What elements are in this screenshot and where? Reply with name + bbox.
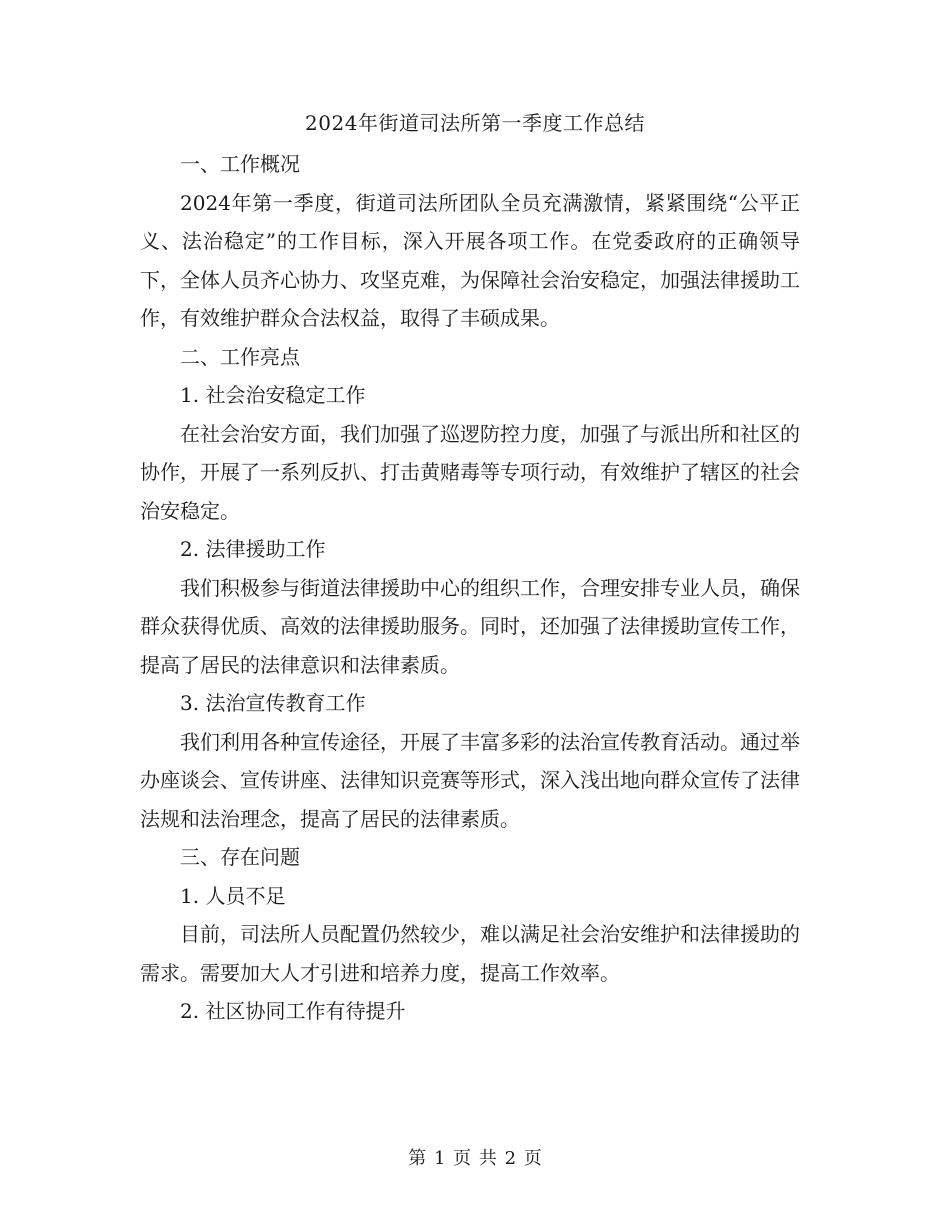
page-footer: 第 1 页 共 2 页: [408, 1148, 542, 1169]
section-heading-overview: 一、工作概况: [180, 152, 300, 176]
paragraph-public-security: 在社会治安方面，我们加强了巡逻防控力度，加强了与派出所和社区的协作，开展了一系列反扒、打击黄赌毒等专项行动，有效维护了辖区的社会治安稳定。: [140, 421, 800, 523]
section-heading-problems: 三、存在问题: [180, 845, 300, 869]
subheading-community-coordination: 2. 社区协同工作有待提升: [180, 999, 406, 1023]
paragraph-legal-education: 我们利用各种宣传途径，开展了丰富多彩的法治宣传教育活动。通过举办座谈会、宣传讲座、法律知识竞赛等形式，深入浅出地向群众宣传了法律法规和法治理念，提高了居民的法律素质。: [140, 729, 800, 831]
subheading-legal-education: 3. 法治宣传教育工作: [180, 691, 366, 715]
document-body: [140, 145, 800, 1031]
document-title: 2024年街道司法所第一季度工作总结: [305, 111, 645, 135]
paragraph-overview: 2024年第一季度，街道司法所团队全员充满激情，紧紧围绕“公平正义、法治稳定”的工作目标，深入开展各项工作。在党委政府的正确领导下，全体人员齐心协力、攻坚克难，为保障社会治安稳定，加强法律援助工作，有效维护群众合法权益，取得了丰硕成果。: [140, 190, 800, 330]
subheading-legal-aid: 2. 法律援助工作: [180, 537, 326, 561]
section-heading-highlights: 二、工作亮点: [180, 344, 300, 369]
paragraph-staff-shortage: 目前，司法所人员配置仍然较少，难以满足社会治安维护和法律援助的需求。需要加大人才引进和培养力度，提高工作效率。: [140, 922, 800, 985]
subheading-staff-shortage: 1. 人员不足: [180, 883, 286, 908]
paragraph-legal-aid: 我们积极参与街道法律援助中心的组织工作，合理安排专业人员，确保群众获得优质、高效的法律援助服务。同时，还加强了法律援助宣传工作，提高了居民的法律意识和法律素质。: [140, 575, 800, 677]
subheading-public-security: 1. 社会治安稳定工作: [180, 383, 366, 407]
